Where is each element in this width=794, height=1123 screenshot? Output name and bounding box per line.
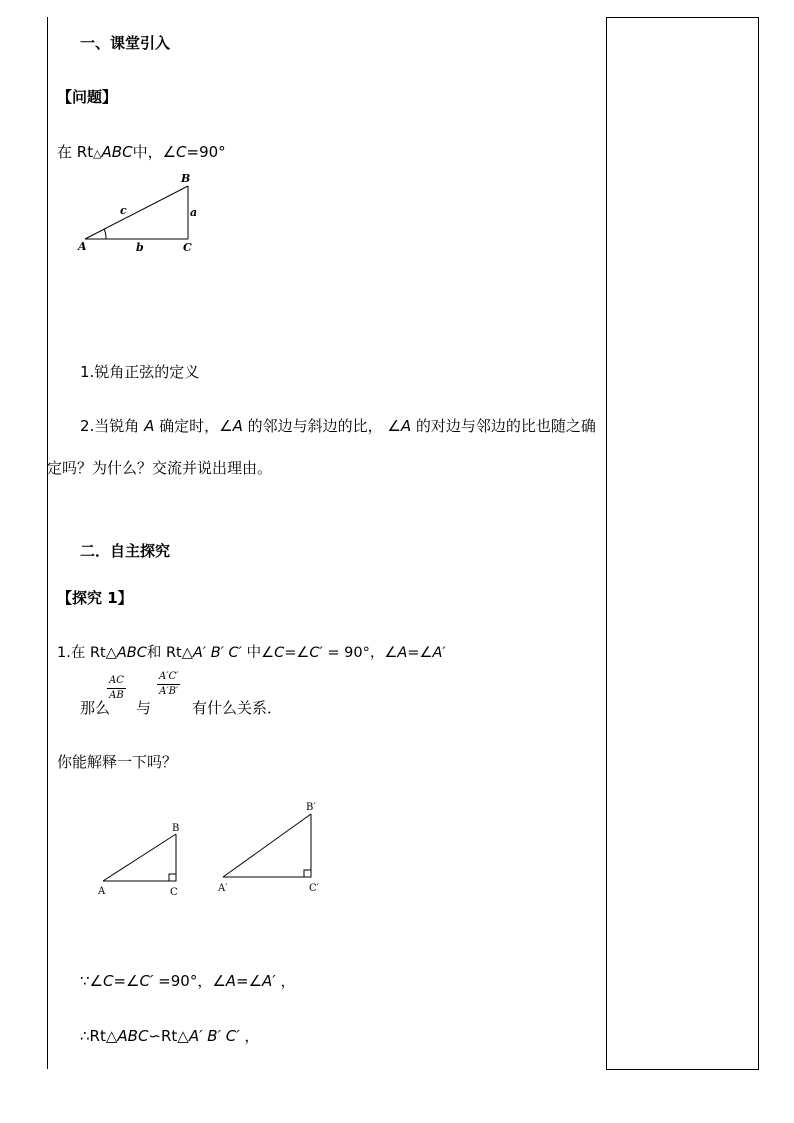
explore-label: 【探究 1】 — [57, 589, 133, 607]
item2-angle2: A — [232, 417, 243, 435]
q2-prefix: 那么 — [80, 699, 111, 717]
intro-suffix: =90° — [186, 143, 226, 161]
because-a-prime: A′ — [262, 972, 276, 990]
triangle1-label-a-side: a — [190, 206, 198, 219]
q1-part4: =∠ — [284, 645, 310, 661]
triangle1-label-c-side: c — [120, 204, 127, 217]
therefore-line — [80, 1026, 259, 1046]
item2-part2: 确定时，∠ — [154, 417, 233, 435]
triangle2-label-b: B — [172, 823, 180, 834]
item2-part1: 2.当锐角 — [80, 417, 145, 435]
item2-angle1: A — [144, 417, 155, 435]
similar-triangles-figure — [95, 795, 335, 900]
because-part3: =90°，∠ — [153, 972, 226, 990]
intro-line — [57, 142, 226, 164]
because-line — [80, 971, 296, 991]
intro-abc: ABC — [101, 143, 133, 161]
item-1: 1.锐角正弦的定义 — [80, 363, 200, 381]
therefore-part1: ∴Rt△ — [80, 1027, 118, 1045]
because-a: A — [225, 972, 237, 990]
q1-c-prime: C′ — [309, 645, 323, 661]
question-1 — [57, 643, 446, 663]
because-part5: ， — [275, 972, 296, 990]
q1-part2: 和 Rt△ — [146, 645, 193, 661]
therefore-abc: ABC — [117, 1027, 149, 1045]
right-angle-mark-1 — [169, 874, 176, 881]
section1-heading: 一、课堂引入 — [80, 34, 171, 52]
q1-part3: 中∠ — [241, 645, 275, 661]
triangle3-label-c: C′ — [309, 883, 319, 894]
because-c: C — [103, 972, 114, 990]
triangle1-label-b-side: b — [136, 241, 144, 254]
q1-prime-triangle: A′ B′ C′ — [192, 645, 242, 661]
triangle3-label-b: B′ — [306, 802, 316, 813]
therefore-prime-triangle: A′ B′ C′ — [188, 1027, 240, 1045]
therefore-part3: ， — [239, 1027, 260, 1045]
q1-part1: 1.在 Rt△ — [57, 645, 117, 661]
item-2-line1 — [80, 416, 606, 436]
triangle3-label-a: A′ — [218, 883, 228, 894]
right-angle-mark-2 — [304, 870, 311, 877]
tri2-hypotenuse — [103, 834, 176, 881]
fraction2-denominator: A′B′ — [159, 686, 179, 697]
because-part2: =∠ — [113, 972, 140, 990]
fraction2-numerator: A′C′ — [157, 671, 180, 685]
section2-heading: 二．自主探究 — [80, 542, 171, 560]
triangle1-label-c: C — [183, 241, 192, 254]
intro-prefix: 在 Rt — [57, 143, 94, 161]
triangle-abc — [97, 823, 179, 898]
because-part1: ∵∠ — [80, 972, 103, 990]
therefore-part2: ∽Rt△ — [148, 1027, 189, 1045]
q1-abc: ABC — [116, 645, 147, 661]
triangle-figure-1 — [70, 168, 210, 260]
triangle2-label-c: C — [170, 887, 178, 898]
q1-part6: =∠ — [407, 645, 433, 661]
triangle1-side-c — [85, 186, 188, 239]
fraction-prime — [157, 671, 180, 698]
because-part4: =∠ — [236, 972, 263, 990]
side-notes-column — [606, 17, 759, 1070]
q2-suffix: 有什么关系． — [192, 699, 283, 717]
fraction-ac-ab — [107, 675, 126, 702]
tri3-hypotenuse — [223, 814, 311, 877]
explain-prompt: 你能解释一下吗？ — [57, 753, 178, 771]
triangle1-label-b: B — [181, 172, 191, 185]
problem-label: 【问题】 — [57, 88, 118, 106]
item2-angle3: A — [400, 417, 412, 435]
triangle1-label-a: A — [78, 240, 87, 253]
intro-c: C — [176, 143, 187, 161]
fraction1-numerator: AC — [107, 675, 126, 689]
q1-a: A — [397, 645, 408, 661]
triangle-abc-prime — [217, 802, 320, 894]
item-2-line2: 定吗？为什么？交流并说出理由。 — [47, 459, 273, 477]
page-left-border — [47, 17, 48, 1069]
q1-c: C — [274, 645, 285, 661]
fraction1-denominator: AB — [109, 690, 124, 701]
triangle2-label-a: A — [98, 886, 106, 897]
q2-mid: 与 — [136, 699, 152, 717]
item2-part3: 的邻边与斜边的比， ∠ — [242, 417, 401, 435]
q1-part5: = 90°，∠ — [322, 645, 398, 661]
because-c-prime: C′ — [139, 972, 154, 990]
triangle-symbol: △ — [93, 147, 102, 160]
angle-a-arc — [104, 229, 106, 239]
intro-mid: 中，∠ — [132, 143, 177, 161]
item2-part4: 的对边与邻边的比也随之确 — [411, 417, 596, 435]
q1-a-prime: A′ — [432, 645, 446, 661]
